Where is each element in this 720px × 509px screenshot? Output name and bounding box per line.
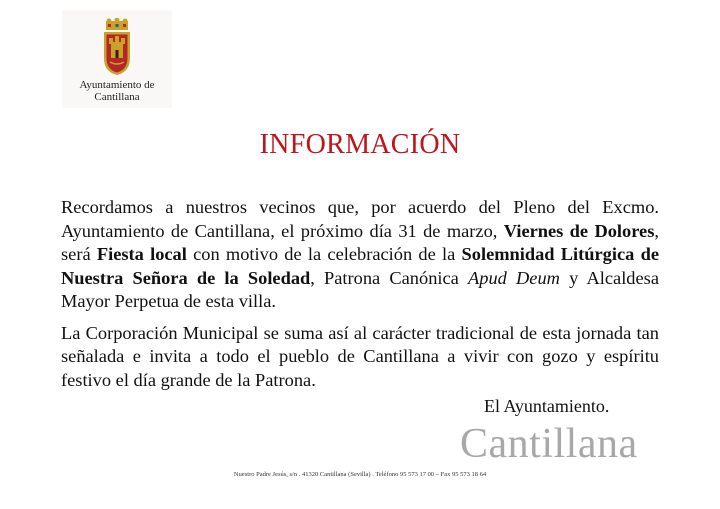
highlight-solemnidad: Solemnidad Litúrgica de Nuestra Señora de la Soledad [61, 244, 659, 288]
paragraph-2: La Corporación Municipal se suma así al carácter tradicional de esta jornada tan señalada e invita a todo el pueblo de Cantillana a vivir con gozo y espíritu festivo el día grande de la Patrona. [61, 322, 659, 390]
page-title: INFORMACIÓN [259, 129, 461, 160]
highlight-fiesta-local: Fiesta local [96, 244, 187, 264]
municipal-logo [62, 10, 172, 108]
notice-body [61, 196, 659, 400]
coat-of-arms-icon [101, 18, 133, 76]
footer-address: Nuestro Padre Jesús, s/n . 41320 Cantillana (Sevilla) . Teléfono 95 573 17 00 – Fax 95 573 18 64 [233, 471, 487, 478]
paragraph-1-text-4: , Patrona Canónica [310, 267, 469, 288]
paragraph-1-text-3: con motivo de la celebración de la [186, 244, 462, 264]
logo-text-line1: Ayuntamiento de [79, 79, 155, 91]
logo-text-line2: Cantillana [94, 91, 140, 103]
paragraph-1 [61, 196, 659, 314]
signature: El Ayuntamiento. [484, 396, 610, 416]
paragraph-1-text-1: Recordamos a nuestros vecinos que, por acuerdo del Pleno del Excmo. Ayuntamiento de Cantillana, el próximo día 31 de marzo, [61, 197, 659, 241]
paragraph-1-text-5: y Alcaldesa Mayor Perpetua de esta villa. [61, 267, 659, 311]
brand-wordmark: Cantillana [460, 421, 638, 467]
paragraph-1-text-2: , será [61, 220, 659, 264]
italic-apud-deum: Apud Deum [468, 267, 560, 288]
highlight-viernes-de-dolores: Viernes de Dolores [503, 220, 655, 241]
